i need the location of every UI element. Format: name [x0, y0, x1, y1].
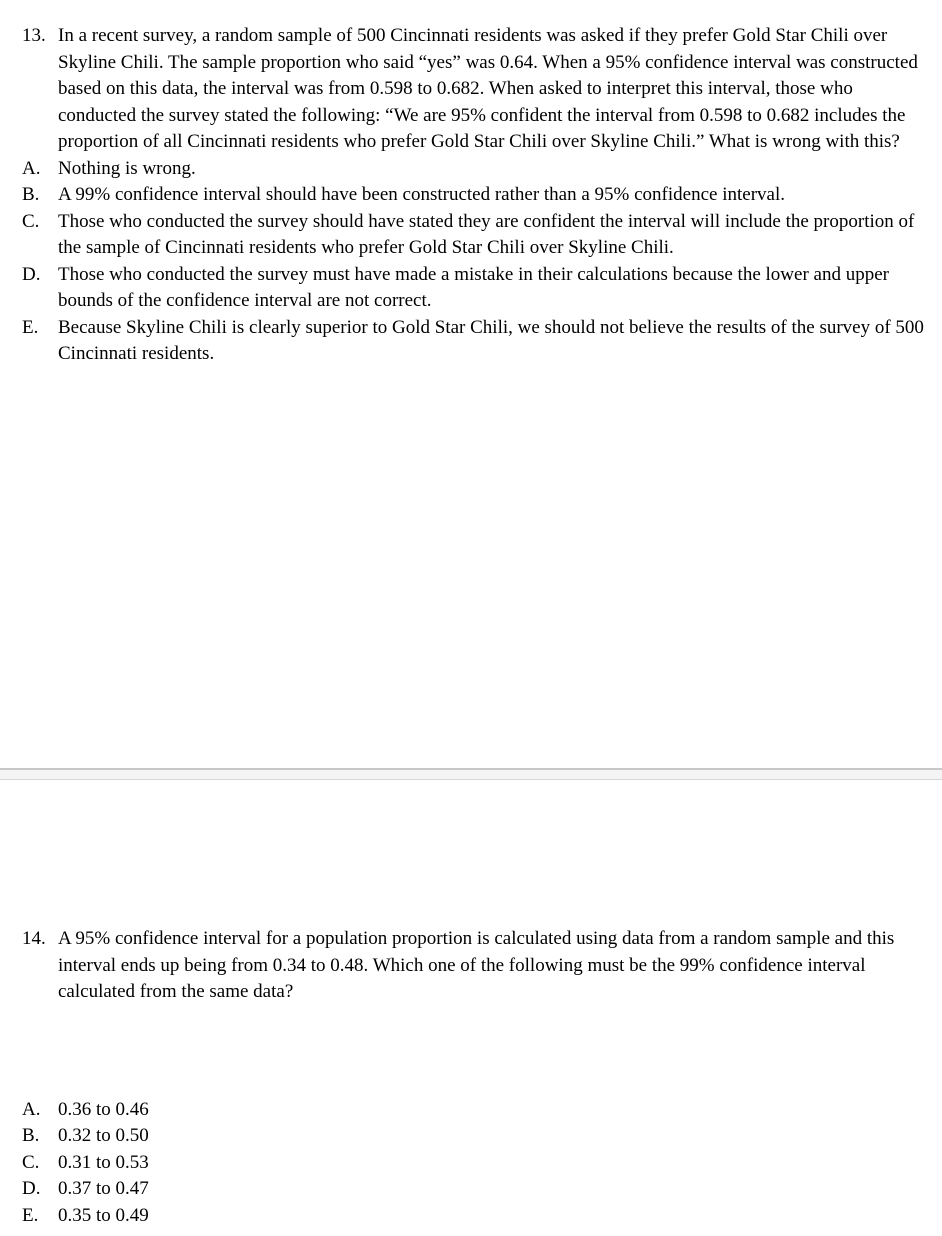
- answer-choice-c: [0, 209, 930, 262]
- answer-choice-d: [0, 1176, 930, 1203]
- question-stem: [0, 926, 930, 1006]
- choice-letter: A.: [22, 157, 41, 179]
- answer-choice-b: [0, 1123, 930, 1150]
- question-number: 13.: [22, 25, 46, 46]
- question-number: 14.: [22, 928, 46, 949]
- choice-letter: B.: [22, 1125, 40, 1146]
- choice-text: Those who conducted the survey should have stated they are confident the interval will include the proportion of the sample of Cincinnati residents who prefer Gold Star Chili over Skyline Chili.: [58, 210, 915, 258]
- choice-text: 0.32 to 0.50: [58, 1125, 149, 1146]
- choice-letter: C.: [22, 210, 40, 232]
- question-text: In a recent survey, a random sample of 500 Cincinnati residents was asked if they prefer Gold Star Chili over Skyline Chili. The sample proportion who said “yes” was 0.64. When a 95% confidence interval was constructed based on this data, the interval was from 0.598 to 0.682. When asked to interpret this interval, those who conducted the survey stated the following: “We are 95% confident the interval from 0.598 to 0.682 includes the proportion of all Cincinnati residents who prefer Gold Star Chili over Skyline Chili.” What is wrong with this?: [58, 25, 918, 152]
- answer-choices: [0, 156, 930, 368]
- question-13: [0, 23, 930, 368]
- question-stem: [0, 23, 930, 156]
- choice-letter: E.: [22, 1204, 39, 1226]
- choice-letter: B.: [22, 184, 40, 205]
- choice-letter: D.: [22, 1178, 41, 1199]
- answer-choice-e: [0, 315, 930, 368]
- choice-letter: A.: [22, 1098, 41, 1120]
- choice-text: 0.37 to 0.47: [58, 1178, 149, 1199]
- answer-choices: [0, 1097, 930, 1230]
- choice-letter: C.: [22, 1151, 40, 1173]
- page-divider: [0, 768, 942, 780]
- answer-choice-d: [0, 262, 930, 315]
- choice-text: 0.35 to 0.49: [58, 1204, 149, 1226]
- answer-choice-c: [0, 1150, 930, 1177]
- question-text: A 95% confidence interval for a population proportion is calculated using data from a random sample and this interval ends up being from 0.34 to 0.48. Which one of the following must be the 99% confidence interval calculated from the same data?: [58, 928, 895, 1002]
- choice-text: A 99% confidence interval should have been constructed rather than a 95% confidence interval.: [58, 184, 785, 205]
- choice-text: 0.36 to 0.46: [58, 1098, 149, 1120]
- answer-choice-e: [0, 1203, 930, 1230]
- question-14: [0, 926, 930, 1229]
- answer-choice-a: [0, 1097, 930, 1124]
- choice-text: Those who conducted the survey must have made a mistake in their calculations because the lower and upper bounds of the confidence interval are not correct.: [58, 263, 889, 311]
- choice-text: Because Skyline Chili is clearly superior to Gold Star Chili, we should not believe the results of the survey of 500 Cincinnati residents.: [58, 316, 924, 364]
- answer-choice-b: [0, 182, 930, 209]
- answer-choice-a: [0, 156, 930, 183]
- choice-text: 0.31 to 0.53: [58, 1151, 149, 1173]
- choice-letter: E.: [22, 316, 39, 338]
- choice-letter: D.: [22, 263, 41, 285]
- choice-text: Nothing is wrong.: [58, 157, 196, 179]
